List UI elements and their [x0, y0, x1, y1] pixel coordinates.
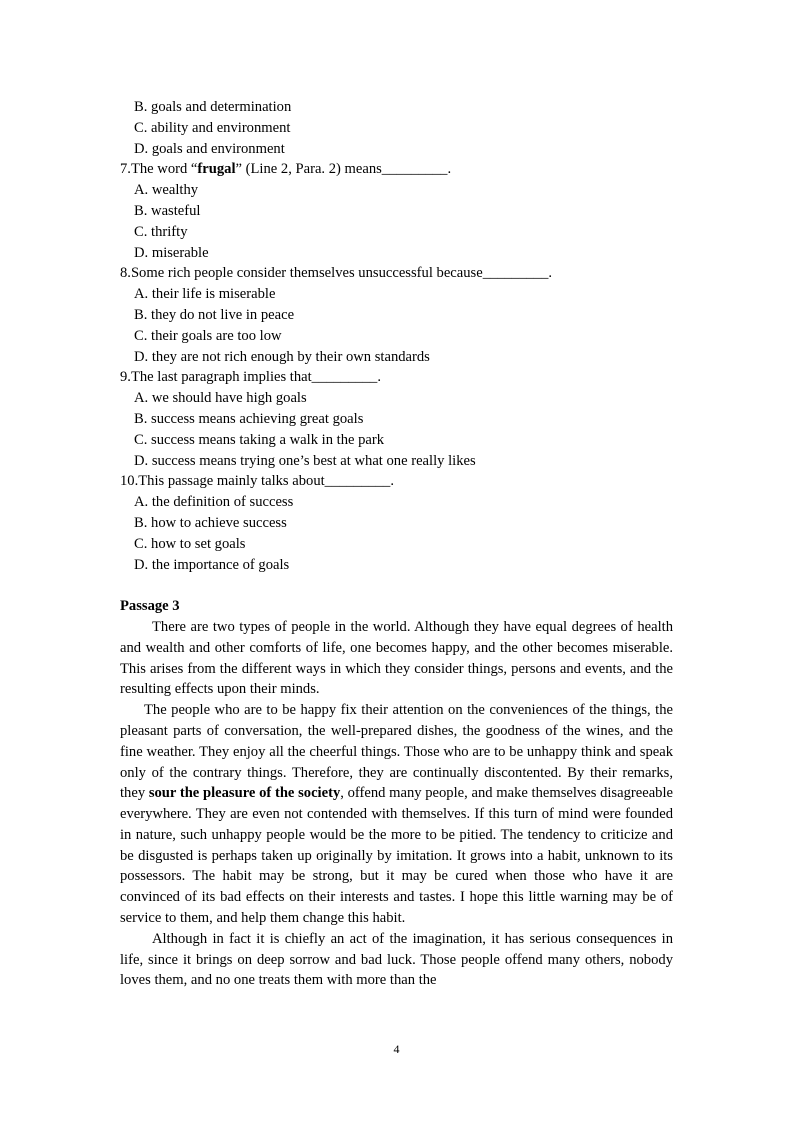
option: A. we should have high goals — [134, 390, 307, 407]
option: A. the definition of success — [134, 494, 294, 511]
question-8-stem: 8.Some rich people consider themselves unsuccessful because_________. — [120, 265, 553, 282]
option: B. goals and determination — [134, 99, 292, 115]
option: C. how to set goals — [134, 535, 246, 552]
option: D. they are not rich enough by their own standards — [134, 348, 430, 365]
option: B. success means achieving great goals — [134, 410, 364, 427]
option: A. their life is miserable — [134, 286, 276, 303]
paragraph-3: Although in fact it is chiefly an act of the imagination, it has serious consequences in life, since it brings on deep sorrow and bad luck. Those people offend many others, nobody loves them, and no one treats them with more than the — [120, 930, 673, 989]
passage-body — [120, 617, 673, 991]
option: B. wasteful — [134, 202, 201, 219]
option: D. success means trying one’s best at what one really likes — [134, 452, 476, 469]
page-number: 4 — [393, 1042, 400, 1056]
question-10-stem: 10.This passage mainly talks about_________. — [120, 473, 395, 490]
bold-phrase: sour the pleasure of the society — [148, 785, 341, 802]
option: B. they do not live in peace — [134, 306, 295, 323]
highlighted-word: frugal — [197, 161, 236, 178]
page-content — [120, 97, 673, 991]
paragraph-1: There are two types of people in the world. Although they have equal degrees of health and wealth and other comforts of life, one becomes happy, and the other becomes miserable. This arises from the different ways in which they consider things, persons and events, and the resulting effects upon their minds. — [120, 618, 673, 698]
option: B. how to achieve success — [134, 514, 287, 531]
option: C. ability and environment — [134, 119, 291, 136]
option: D. miserable — [134, 244, 209, 261]
question-7-stem: 7.The word “frugal” (Line 2, Para. 2) means_________. — [120, 161, 452, 178]
option: C. thrifty — [134, 223, 188, 240]
option: A. wealthy — [134, 182, 199, 199]
paragraph-2: The people who are to be happy fix their attention on the conveniences of the things, the pleasant parts of conversation, the well-prepared dishes, the goodness of the wines, and the fine weather. They enjoy all the cheerful things. Those who are to be unhappy think and speak only of the contrary things. Therefore, they are continually discontented. By their remarks, they sour the pleasure of the society, offend many people, and make themselves disagreeable everywhere. They are even not contended with themselves. If this turn of mind were founded in nature, such unhappy people would be the more to be pitied. The tendency to criticize and be disgusted is perhaps taken up originally by imitation. It grows into a habit, unknown to its possessors. The habit may be strong, but it may be cured when those who have it are convinced of its bad effects on their interests and tastes. I hope this little warning may be of service to them, and help them change this habit. — [120, 702, 673, 927]
option: C. success means taking a walk in the park — [134, 431, 385, 448]
passage-title: Passage 3 — [120, 598, 180, 615]
option: C. their goals are too low — [134, 327, 282, 344]
question-9-stem: 9.The last paragraph implies that_________. — [120, 369, 382, 386]
option: D. goals and environment — [134, 140, 285, 157]
option: D. the importance of goals — [134, 556, 290, 573]
